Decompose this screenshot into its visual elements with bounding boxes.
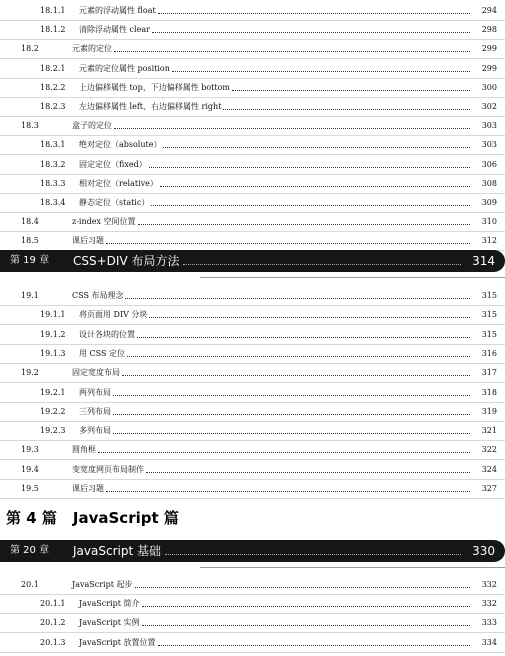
toc-entry-title: 课后习题 [72,235,472,247]
toc-entry[interactable] [0,21,505,40]
toc-entry-title: JavaScript 放置位置 [79,637,472,649]
toc-entry-number: 18.3.2 [40,159,66,169]
toc-entry-title: JavaScript 起步 [72,579,472,591]
toc-entry-title: 将页面用 DIV 分块 [79,309,472,321]
leader-dots [223,108,470,110]
toc-entry-number: 18.1.2 [40,25,66,35]
leader-dots [232,89,470,91]
toc-entry[interactable] [0,2,505,21]
toc-entry-number: 18.3.4 [40,198,66,207]
leader-dots [138,223,470,225]
toc-entry-page: 302 [481,102,497,111]
toc-entry-number: 19.2.3 [40,426,66,436]
toc-entry-number: 20.1.1 [40,599,66,609]
leader-dots [114,127,470,129]
leader-dots [149,166,470,168]
toc-entry-page: 308 [481,178,497,188]
leader-dots [152,31,470,33]
toc-entry-number: 18.3.3 [40,178,66,188]
toc-entry-title: JavaScript 实例 [79,617,472,629]
leader-dots [106,242,470,244]
toc-entry-page: 310 [481,217,497,227]
toc-entry[interactable] [0,384,505,403]
toc-entry-title: 设计各块的位置 [79,329,472,341]
toc-entry-title: 圆角框 [72,444,472,456]
chapter-19-header [0,250,505,272]
toc-entry-page: 321 [481,426,497,436]
leader-dots [165,554,461,555]
toc-entry[interactable] [0,98,505,117]
toc-entry[interactable] [0,403,505,422]
toc-entry-title: CSS 布局理念 [72,290,472,302]
toc-entry-title: z-index 空间位置 [72,216,472,228]
toc-entry-title: 固定宽度布局 [72,367,472,379]
toc-entry-page: 315 [481,291,497,300]
toc-entry-title: 上边偏移属性 top、下边偏移属性 bottom [79,82,472,94]
leader-dots [142,624,471,626]
toc-entry-title: 固定定位（fixed） [79,159,472,171]
toc-entry-title: 元素的浮动属性 float [79,5,472,17]
toc-entry-page: 299 [481,63,497,73]
leader-dots [137,336,470,338]
toc-entry-title: 用 CSS 定位 [79,348,472,360]
toc-entry[interactable] [0,136,505,155]
toc-entry-page: 309 [481,198,497,207]
toc-entry-number: 19.3 [21,445,39,455]
toc-entry-title: JavaScript 简介 [79,598,472,610]
leader-dots [146,471,470,473]
toc-entry-page: 303 [481,140,497,150]
toc-entry[interactable] [0,441,505,460]
toc-entry-page: 324 [481,464,497,474]
toc-entry[interactable] [0,461,505,480]
leader-dots [163,146,470,148]
chapter-divider [200,567,505,568]
toc-entry-page: 303 [481,121,497,131]
toc-entry-page: 318 [481,387,497,397]
toc-entry-number: 18.3.1 [40,140,66,150]
leader-dots [113,394,470,396]
toc-entry-page: 332 [481,580,497,589]
toc-entry-number: 19.1.3 [40,348,66,358]
leader-dots [122,374,470,376]
toc-entry-number: 18.2 [21,44,39,54]
toc-entry-page: 294 [481,6,497,15]
toc-entry-number: 18.1.1 [40,6,66,15]
toc-entry-page: 334 [481,637,497,647]
toc-entry-number: 18.3 [21,121,39,131]
toc-entry-title: 左边偏移属性 left、右边偏移属性 right [79,101,472,113]
toc-entry-page: 299 [481,44,497,54]
leader-dots [160,185,470,187]
toc-entry-page: 332 [481,599,497,609]
toc-entry-page: 306 [481,159,497,169]
leader-dots [127,355,470,357]
toc-entry[interactable] [0,614,505,633]
toc-entry-page: 298 [481,25,497,35]
toc-entry-title: 两列布局 [79,387,472,399]
leader-dots [125,297,470,299]
toc-entry-title: 静态定位（static） [79,197,472,209]
toc-entry[interactable] [0,480,505,499]
toc-entry-number: 19.2.2 [40,406,66,416]
chapter-divider [200,277,505,278]
toc-entry-title: 盒子的定位 [72,120,472,132]
leader-dots [149,316,470,318]
toc-entry[interactable] [0,117,505,136]
toc-entry-number: 19.4 [21,464,39,474]
leader-dots [113,413,470,415]
toc-entry-page: 315 [481,310,497,320]
toc-entry-number: 20.1.3 [40,637,66,647]
toc-entry[interactable] [0,422,505,441]
toc-entry[interactable] [0,156,505,175]
toc-entry-page: 312 [481,236,497,246]
toc-entry[interactable] [0,60,505,79]
chapter-number: 第 19 章 [10,255,50,266]
toc-entry-number: 19.1.2 [40,329,66,339]
toc-entry-title: 元素的定位属性 position [79,63,472,75]
toc-entry-number: 19.1 [21,291,39,300]
part-4-heading [6,506,179,530]
toc-entry-title: 清除浮动属性 clear [79,24,472,36]
toc-entry[interactable] [0,634,505,653]
toc-entry-title: 绝对定位（absolute） [79,139,472,151]
leader-dots [114,50,470,52]
row-rule [0,652,505,653]
toc-entry[interactable] [0,595,505,614]
toc-entry-number: 19.2.1 [40,387,66,397]
toc-entry-page: 317 [481,368,497,378]
toc-entry[interactable] [0,213,505,232]
part-title: JavaScript 篇 [72,509,179,527]
toc-entry-page: 300 [481,82,497,92]
leader-dots [142,605,471,607]
toc-entry-number: 19.5 [21,484,39,493]
toc-entry-title: 变宽度网页布局制作 [72,464,472,476]
toc-entry-title: 多列布局 [79,425,472,437]
toc-entry-page: 322 [481,445,497,455]
toc-entry[interactable] [0,194,505,213]
toc-entry-number: 20.1.2 [40,618,66,628]
chapter-20-header [0,540,505,562]
leader-dots [113,432,470,434]
toc-entry[interactable] [0,40,505,59]
toc-entry[interactable] [0,326,505,345]
toc-entry-number: 19.2 [21,368,39,378]
leader-dots [106,490,470,492]
toc-entry[interactable] [0,232,505,251]
toc-entry[interactable] [0,287,505,306]
toc-entry-title: 相对定位（relative） [79,178,472,190]
toc-entry-number: 18.5 [21,236,39,246]
leader-dots [172,70,470,72]
toc-entry-page: 319 [481,406,497,416]
chapter-page: 314 [472,254,495,268]
leader-dots [158,644,471,646]
toc-entry-title: 课后习题 [72,483,472,495]
chapter-title: CSS+DIV 布局方法 [73,253,465,269]
toc-entry-title: 元素的定位 [72,43,472,55]
toc-entry[interactable] [0,576,505,595]
chapter-title: JavaScript 基础 [73,543,465,559]
toc-entry-number: 18.2.3 [40,102,66,111]
toc-entry[interactable] [0,345,505,364]
toc-entry-page: 333 [481,618,497,628]
leader-dots [158,12,470,14]
toc-entry-number: 19.1.1 [40,310,66,320]
leader-dots [183,264,461,265]
leader-dots [151,204,470,206]
toc-entry[interactable] [0,79,505,98]
leader-dots [98,451,470,453]
toc-entry-page: 316 [481,348,497,358]
toc-entry-number: 18.2.1 [40,63,66,73]
chapter-page: 330 [472,544,495,558]
toc-entry-page: 327 [481,484,497,493]
toc-entry[interactable] [0,364,505,383]
leader-dots [135,586,471,588]
chapter-number: 第 20 章 [10,545,50,556]
toc-entry-page: 315 [481,329,497,339]
toc-entry[interactable] [0,175,505,194]
toc-entry-number: 20.1 [21,580,39,589]
toc-entry-title: 三列布局 [79,406,472,418]
toc-entry-number: 18.2.2 [40,82,66,92]
part-number: 第 4 篇 [6,509,57,527]
row-rule [0,498,505,499]
toc-entry-number: 18.4 [21,217,39,227]
toc-entry[interactable] [0,306,505,325]
